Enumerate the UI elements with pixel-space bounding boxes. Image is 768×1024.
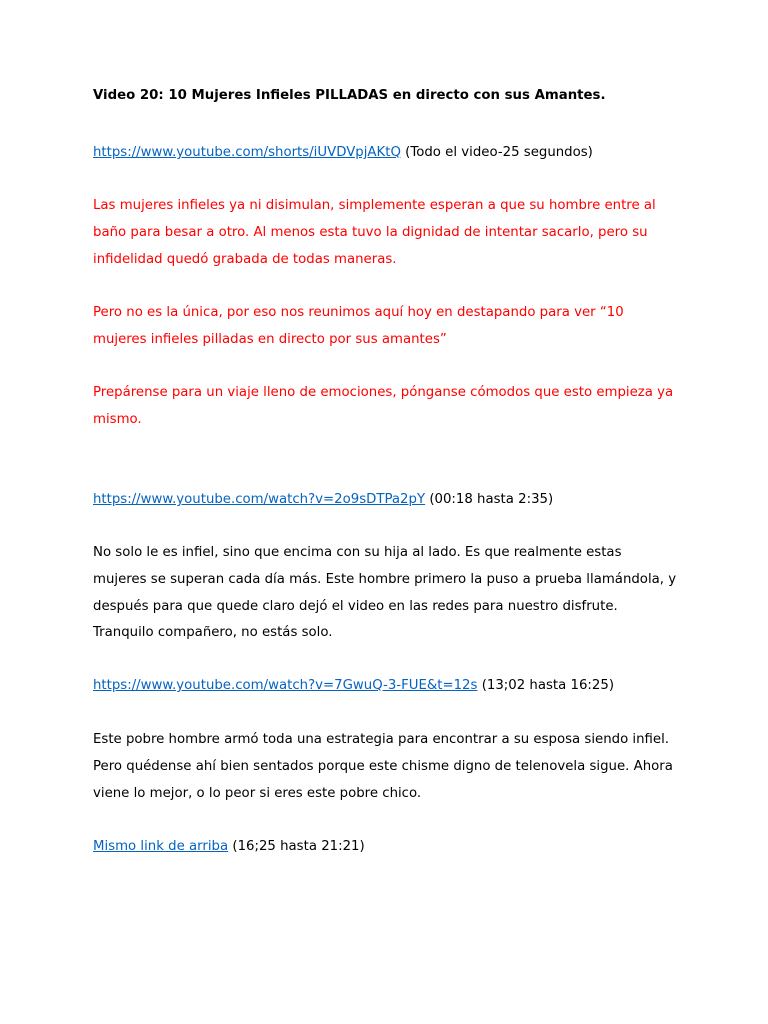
link-line-1 (93, 140, 678, 167)
intro-paragraph-2: Pero no es la única, por eso nos reunimos aquí hoy en destapando para ver “10 mujeres infieles pilladas en directo por sus amantes” (93, 305, 624, 347)
intro-paragraph-1: Las mujeres infieles ya ni disimulan, simplemente esperan a que su hombre entre al baño para besar a otro. Al menos esta tuvo la dignidad de intentar sacarlo, pero su infidelidad quedó grabada de todas maneras. (93, 198, 656, 267)
link-note-3: (13;02 hasta 16:25) (481, 678, 615, 693)
same-link-above[interactable]: Mismo link de arriba (93, 839, 229, 854)
link-line-3 (93, 673, 678, 700)
youtube-link-3[interactable]: https://www.youtube.com/watch?v=7GwuQ-3-FUE&t=12s (93, 678, 478, 693)
link-note-4: (16;25 hasta 21:21) (232, 839, 365, 854)
body-paragraph-3: Este pobre hombre armó toda una estrategia para encontrar a su esposa siendo infiel. Pero quédense ahí bien sentados porque este chisme digno de telenovela sigue. Ahora viene lo mejor, o lo peor si eres este pobre chico. (93, 732, 673, 801)
intro-paragraph-3: Prepárense para un viaje lleno de emociones, pónganse cómodos que esto empieza ya mismo. (93, 385, 674, 427)
youtube-link-1[interactable]: https://www.youtube.com/shorts/iUVDVpjAKtQ (93, 145, 401, 160)
link-note-1: (Todo el video-25 segundos) (405, 145, 593, 160)
link-note-2: (00:18 hasta 2:35) (429, 492, 554, 507)
document-title: Video 20: 10 Mujeres Infieles PILLADAS en directo con sus Amantes. (93, 88, 606, 103)
link-line-2 (93, 487, 678, 514)
youtube-link-2[interactable]: https://www.youtube.com/watch?v=2o9sDTPa2pY (93, 492, 426, 507)
link-line-4 (93, 834, 678, 861)
body-paragraph-2: No solo le es infiel, sino que encima con su hija al lado. Es que realmente estas mujeres se superan cada día más. Este hombre primero la puso a prueba llamándola, y después para que quede claro dejó el video en las redes para nuestro disfrute. Tranquilo compañero, no estás solo. (93, 545, 677, 641)
